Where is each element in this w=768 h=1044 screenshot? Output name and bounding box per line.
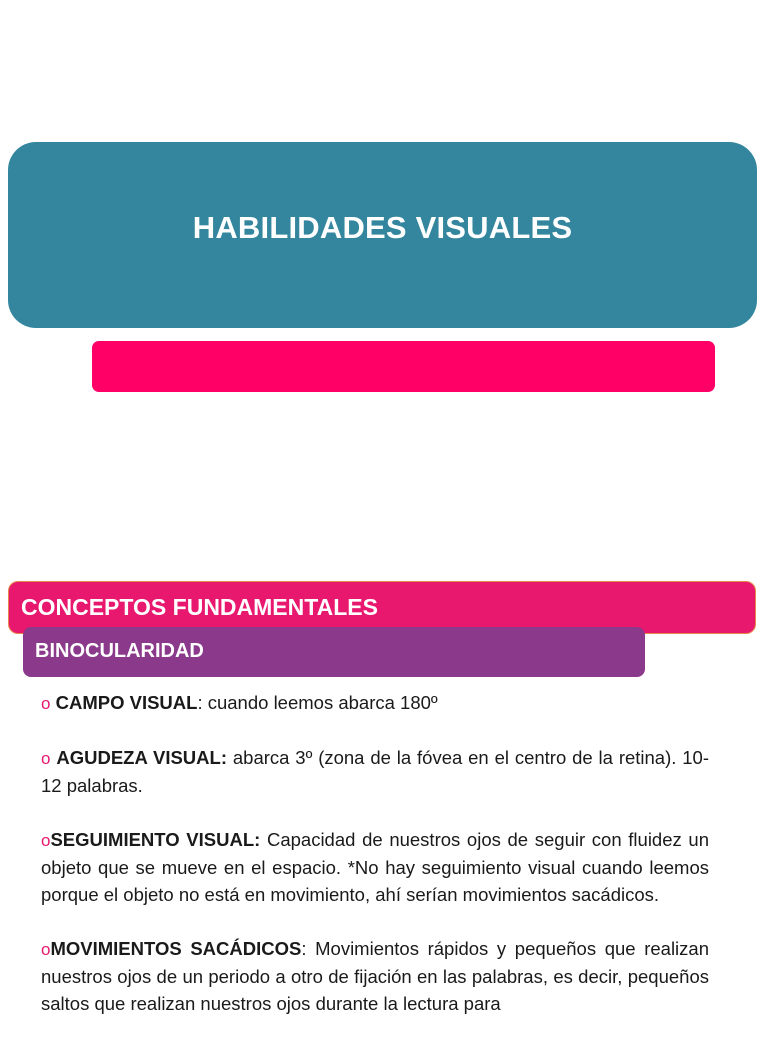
- concept-text: abarca 3º (zona de la fóvea en el centro de la retina). 10-12 palabras.: [41, 747, 709, 796]
- bullet-circle-icon: o: [41, 831, 51, 850]
- concept-item-seguimiento-visual: [41, 826, 709, 908]
- title-banner: [8, 142, 757, 328]
- section-title: CONCEPTOS FUNDAMENTALES: [21, 594, 378, 620]
- concept-list: [41, 689, 709, 1044]
- concept-text: cuando leemos abarca 180º: [202, 692, 438, 713]
- concept-separator: :: [301, 938, 307, 959]
- subsection-title: BINOCULARIDAD: [35, 640, 204, 662]
- concept-term: CAMPO VISUAL: [55, 692, 198, 713]
- concept-item-agudeza-visual: [41, 744, 709, 799]
- concept-text: Capacidad de nuestros ojos de seguir con fluidez un objeto que se mueve en el espacio. *No hay seguimiento visual cuando leemos porque el objeto no está en movimiento, ahí serían movimientos sacádicos.: [41, 829, 709, 905]
- concept-item-movimientos-sacadicos: [41, 935, 709, 1017]
- concept-term: MOVIMIENTOS SACÁDICOS: [50, 938, 302, 959]
- accent-bar: [92, 341, 715, 392]
- concept-text: Movimientos rápidos y pequeños que realizan nuestros ojos de un periodo a otro de fijación en las palabras, es decir, pequeños saltos que realizan nuestros ojos durante la lectura para: [41, 938, 709, 1014]
- bullet-circle-icon: o: [41, 940, 51, 959]
- concept-separator: :: [197, 692, 203, 713]
- bullet-circle-icon: o: [41, 749, 51, 768]
- concept-item-campo-visual: [41, 689, 709, 717]
- slide-title: HABILIDADES VISUALES: [192, 210, 573, 245]
- concept-term: AGUDEZA VISUAL:: [56, 747, 227, 768]
- concept-term: SEGUIMIENTO VISUAL:: [50, 829, 261, 850]
- subsection-header: [23, 627, 645, 677]
- bullet-circle-icon: o: [41, 694, 51, 713]
